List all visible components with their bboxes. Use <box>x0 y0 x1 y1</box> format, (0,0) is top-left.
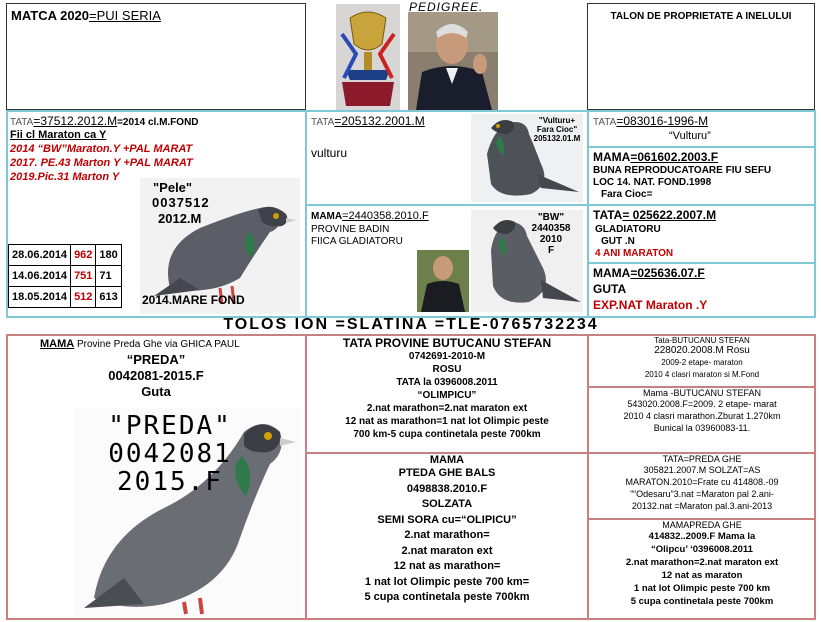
results-table <box>8 244 122 308</box>
table-row <box>9 245 122 266</box>
ggp-mt-prefix: TATA <box>593 208 623 222</box>
tata-ring: =37512.2012.M <box>33 114 118 128</box>
mama-tata-panel <box>305 336 587 454</box>
r4-line-6: 5 cupa continetala peste 700km <box>630 596 774 607</box>
r2-panel <box>587 388 815 454</box>
mama-name: “PREDA” <box>126 352 186 367</box>
tata-line-3: 2017. PE.43 Marton Y +PAL MARAT <box>10 157 193 169</box>
mama-panel <box>8 336 304 618</box>
matca-box <box>6 3 306 110</box>
r4-line-4: 12 nat as maraton <box>661 570 743 581</box>
tata-caption-name: "Pele" <box>153 180 193 195</box>
ggp-mm-name: GUTA <box>593 282 627 296</box>
result-b: 180 <box>96 245 121 266</box>
ggp-tm-prefix: MAMA <box>593 150 631 164</box>
result-a: 962 <box>71 245 96 266</box>
mm-line-2: 0498838.2010.F <box>406 482 488 495</box>
matca-label: MATCA 2020 <box>11 8 90 23</box>
r2-line-3: Bunical la 03960083-11. <box>653 423 751 433</box>
mm-line-8: 1 nat lot Olimpic peste 700 km= <box>364 575 530 588</box>
mt-line-7: 700 km-5 cupa continetala peste 700km <box>353 429 541 440</box>
ggp-tm-line-2: LOC 14. NAT. FOND.1998 <box>593 177 712 188</box>
ggp-mm-prefix: MAMA <box>593 266 631 280</box>
r4-line-2: “Olipcu’ ‘0396008.2011 <box>651 544 753 555</box>
mt-line-1: 0742691-2010-M <box>408 351 486 362</box>
tata-mama-panel <box>305 206 587 316</box>
r3-line-4: 20132.nat =Maraton pal.3.ani-2013 <box>631 501 773 511</box>
r4-line-3: 2.nat marathon=2.nat maraton ext <box>625 557 779 568</box>
tata-suffix: =2014 cl.M.FOND <box>117 117 199 128</box>
r4-line-1: 414832..2009.F Mama la <box>648 531 756 542</box>
ggp-mm-red: EXP.NAT Maraton .Y <box>593 298 708 312</box>
pedigree-title: PEDIGREE. <box>409 0 484 14</box>
ggp-tt-panel <box>587 112 815 148</box>
trophy-image <box>336 4 400 110</box>
tm-ring: =2440358.2010.F <box>342 210 429 222</box>
ggp-mt-red: 4 ANI MARATON <box>595 248 674 259</box>
result-b: 613 <box>96 287 121 308</box>
tata-line-4: 2019.Pic.31 Marton Y <box>10 171 120 183</box>
ggp-mt-ring: = 025622.2007.M <box>622 208 717 222</box>
mt-line-6: 12 nat as marathon=1 nat lot Olimpic peste <box>345 416 549 427</box>
table-row <box>9 287 122 308</box>
mama-ring: 0042081-2015.F <box>108 368 204 383</box>
tm-caption-1: "BW" <box>537 212 565 223</box>
ggp-tm-panel <box>587 148 815 206</box>
r4-title: MAMAPREDA GHE <box>662 520 742 530</box>
ggp-mm-panel <box>587 264 815 316</box>
mm-line-1: PTEDA GHE BALS <box>398 467 496 479</box>
mm-line-5: 2.nat marathon= <box>404 529 490 541</box>
result-a: 751 <box>71 266 96 287</box>
ggp-tt-ring: =083016-1996-M <box>616 114 709 128</box>
r2-line-2: 2010 4 clasri marathon.Zburat 1.270km <box>623 411 781 421</box>
tata-panel <box>8 112 304 316</box>
mt-title: TATA PROVINE BUTUCANU STEFAN <box>342 336 552 350</box>
tt-prefix: TATA <box>311 117 335 128</box>
talon-box <box>587 3 815 110</box>
result-date: 14.06.2014 <box>9 266 71 287</box>
owner-banner: TOLOS ION =SLATINA =TLE-0765732234 <box>223 316 599 333</box>
tt-caption-2: Fara Cioc" <box>536 125 578 134</box>
tm-line-1: PROVINE BADIN <box>311 224 390 235</box>
r2-title: Mama -BUTUCANU STEFAN <box>642 388 761 398</box>
ggp-tm-ring: =061602.2003.F <box>630 150 719 164</box>
ggp-tm-line-1: BUNA REPRODUCATOARE FIU SEFU <box>593 165 772 176</box>
ggp-mt-line-1: GLADIATORU <box>595 224 661 235</box>
mm-line-6: 2.nat maraton ext <box>401 544 493 557</box>
mt-line-4: “OLIMPICU” <box>417 390 477 401</box>
r1-line-3: 2010 4 clasri maraton si M.Fond <box>644 370 760 379</box>
mama-caption-1: "PREDA" <box>108 411 232 441</box>
ggp-tt-prefix: TATA <box>593 117 617 128</box>
r1-line-2: 2009-2 etape- maraton <box>661 358 743 367</box>
ggp-tm-line-3: Fara Cioc= <box>601 189 653 200</box>
talon-title: TALON DE PROPRIETATE A INELULUI <box>610 11 792 22</box>
mm-title: MAMA <box>429 454 465 466</box>
ggp-tt-name: “Vulturu” <box>669 130 711 142</box>
r1-line-1: 228020.2008.M Rosu <box>654 345 750 356</box>
r3-line-3: ”“Odesaru”3.nat =Maraton pal 2.ani- <box>630 489 774 499</box>
tata-caption-ring: 0037512 <box>152 195 210 210</box>
tm-caption-2: 2440358 <box>531 223 571 234</box>
tata-line-1: Fii cl Maraton ca Y <box>10 129 107 141</box>
tm-line-2: FIICA GLADIATORU <box>311 236 403 247</box>
tt-name: vulturu <box>311 146 348 160</box>
r4-line-5: 1 nat lot Olimpic peste 700 km <box>633 583 771 594</box>
tm-caption-4: F <box>547 245 555 256</box>
r3-panel <box>587 454 815 520</box>
mt-line-3: TATA la 0396008.2011 <box>396 377 498 388</box>
mt-line-2: ROSU <box>432 364 462 375</box>
mama-variety: Guta <box>141 384 171 399</box>
ggp-mt-line-2: GUT .N <box>601 236 635 247</box>
mm-line-9: 5 cupa continetala peste 700km <box>364 591 530 603</box>
mama-caption-3: 2015.F <box>117 467 223 497</box>
r1-title: Tata-BUTUCANU STEFAN <box>654 336 750 345</box>
result-date: 28.06.2014 <box>9 245 71 266</box>
mama-prefix: MAMA <box>40 338 75 350</box>
man-photo <box>417 250 469 312</box>
r3-line-2: MARATON.2010=Frate cu 414808.-09 <box>625 477 779 487</box>
matca-value: =PUI SERIA <box>89 8 161 23</box>
ggp-mt-panel <box>587 206 815 264</box>
mama-caption-2: 0042081 <box>108 439 232 469</box>
tm-prefix: MAMA <box>311 211 343 222</box>
result-date: 18.05.2014 <box>9 287 71 308</box>
mama-provine: Provine Preda Ghe via GHICA PAUL <box>77 339 240 350</box>
r3-title: TATA=PREDA GHE <box>662 454 742 464</box>
mm-line-4: SEMI SORA cu=“OLIPICU” <box>377 513 517 526</box>
mama-mama-panel <box>305 454 587 618</box>
tata-caption-bottom: 2014.MARE FOND <box>142 293 245 307</box>
owner-portrait <box>408 12 498 110</box>
r1-panel <box>587 336 815 388</box>
tata-caption-year: 2012.M <box>158 211 202 226</box>
tt-caption-3: 205132.01.M <box>533 134 581 143</box>
mm-line-7: 12 nat as marathon= <box>393 560 501 572</box>
table-row <box>9 266 122 287</box>
tata-line-2: 2014 “BW”Maraton.Y +PAL MARAT <box>10 143 193 155</box>
tt-caption-1: "Vulturu+ <box>538 116 576 125</box>
tm-caption-3: 2010 <box>539 234 563 245</box>
mm-line-3: SOLZATA <box>421 498 473 510</box>
mt-line-5: 2.nat marathon=2.nat maraton ext <box>366 403 528 414</box>
tata-tata-panel <box>305 112 587 206</box>
ggp-mm-ring: =025636.07.F <box>630 266 705 280</box>
result-a: 512 <box>71 287 96 308</box>
result-b: 71 <box>96 266 121 287</box>
r2-line-1: 543020.2008.F=2009. 2 etape- marat <box>627 399 777 409</box>
tt-ring: =205132.2001.M <box>334 114 425 128</box>
r3-line-1: 305821.2007.M SOLZAT=AS <box>643 465 761 475</box>
r4-panel <box>587 520 815 618</box>
tata-prefix: TATA <box>10 117 34 128</box>
